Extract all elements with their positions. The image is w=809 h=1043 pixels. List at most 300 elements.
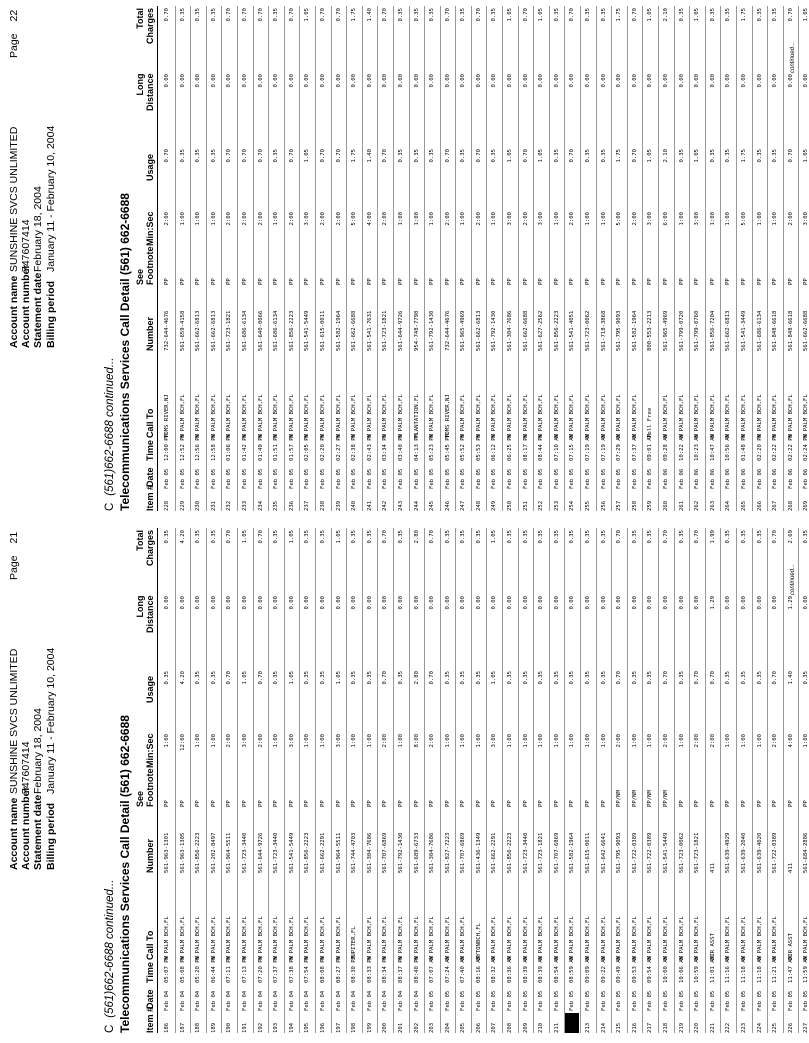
total-charge: 0.35: [273, 530, 280, 544]
item-number: 227: [803, 1022, 809, 1033]
call-to: W PALM BCH,FL: [241, 916, 248, 960]
table-header: [133, 6, 158, 511]
long-distance-charge: 1.29: [787, 596, 794, 610]
called-number: 561-965-4969: [460, 310, 467, 351]
call-time: 10:47 AM: [709, 434, 716, 461]
called-number: 561-856-2223: [195, 832, 202, 873]
call-to: W PALM BCH,FL: [491, 394, 498, 438]
call-time: 08:30 PM: [351, 956, 358, 983]
call-time: 11:47 AM: [787, 956, 794, 983]
call-date: Feb 05: [772, 990, 779, 1011]
usage-charge: 2.10: [663, 149, 669, 163]
item-number: 217: [647, 1022, 654, 1033]
long-distance-charge: 0.00: [585, 596, 592, 610]
total-charge: 1.05: [335, 530, 342, 544]
call-time: 07:13 PM: [241, 956, 248, 983]
call-time: 08:08 PM: [319, 956, 326, 983]
duration: 3:00: [507, 212, 514, 226]
call-date: Feb 04: [195, 990, 202, 1011]
call-time: 08:16 AM: [475, 956, 482, 983]
total-charge: 0.35: [772, 8, 779, 22]
call-to: W PALM BCH,FL: [740, 394, 747, 438]
long-distance-charge: 0.00: [585, 74, 592, 88]
call-date: Feb 06: [663, 468, 669, 489]
duration: 1:00: [397, 734, 404, 748]
long-distance-charge: 0.00: [600, 596, 607, 610]
total-charge: 0.35: [304, 530, 311, 544]
long-distance-charge: 0.00: [756, 596, 763, 610]
call-date: Feb 05: [663, 990, 669, 1011]
long-distance-charge: 0.00: [694, 596, 701, 610]
footnote: PP: [569, 278, 576, 285]
call-time: 08:36 AM: [507, 956, 514, 983]
long-distance-charge: 0.00: [304, 74, 311, 88]
total-charge: 0.35: [460, 530, 467, 544]
footnote: PP: [366, 278, 373, 285]
call-date: Feb 05: [585, 468, 592, 489]
call-date: Feb 04: [366, 990, 373, 1011]
long-label: Long: [135, 73, 145, 96]
call-time: 01:51 PM: [273, 434, 280, 461]
total-charge: 0.35: [553, 530, 560, 544]
call-time: 02:20 PM: [319, 434, 326, 461]
duration: 4:00: [787, 734, 794, 748]
call-time: 08:54 AM: [553, 956, 560, 983]
called-number: 561-662-6688: [522, 310, 529, 351]
total-charge: 1.05: [694, 8, 701, 22]
call-to: W PALM BCH,FL: [241, 394, 248, 438]
call-date: Feb 05: [585, 990, 592, 1011]
usage-charge: 0.35: [507, 671, 514, 685]
long-distance-charge: 0.00: [647, 596, 654, 610]
call-to: W PALM BCH,FL: [226, 394, 233, 438]
called-number: 561-964-5511: [335, 832, 342, 873]
usage-charge: 0.70: [226, 149, 233, 163]
call-date: Feb 05: [210, 468, 217, 489]
call-to: W PALM BCH,FL: [616, 916, 623, 960]
duration: 5:00: [740, 212, 747, 226]
footnote: PP: [803, 800, 809, 807]
footnote: PP: [475, 278, 482, 285]
called-number: 561-662-6813: [725, 310, 732, 351]
call-time: 07:37 PM: [273, 956, 280, 983]
call-time: 09:01 AM: [647, 434, 654, 461]
table-row: [597, 6, 613, 511]
called-number: 561-582-1964: [631, 310, 638, 351]
total-charge: 0.35: [647, 530, 654, 544]
duration: 1:00: [195, 734, 202, 748]
duration: 2:00: [569, 212, 576, 226]
duration: 2:00: [444, 212, 451, 226]
page-title: Telecommunications Services Call Detail (561) 662-6688: [118, 193, 132, 511]
call-time: 08:34 PM: [382, 956, 389, 983]
long-distance-charge: 0.00: [647, 74, 654, 88]
section-letter: C: [104, 502, 116, 511]
call-to: W PALM BCH,FL: [631, 394, 638, 438]
duration: 1:00: [569, 734, 576, 748]
duration: 5:00: [351, 212, 358, 226]
long-distance-charge: 0.00: [491, 74, 498, 88]
total-charge: 2.10: [663, 8, 669, 22]
footnote: PP: [273, 278, 280, 285]
call-to: W PALM BCH,FL: [663, 916, 669, 960]
usage-charge: 0.35: [195, 149, 202, 163]
call-time: 01:49 PM: [257, 434, 264, 461]
total-charge: 0.70: [616, 530, 623, 544]
duration: 2:00: [288, 212, 295, 226]
call-time: 05:08 PM: [179, 956, 186, 983]
usage-charge: 0.70: [382, 149, 389, 163]
called-number: 561-582-1964: [335, 310, 342, 351]
call-to: W PALM BCH,FL: [304, 916, 311, 960]
item-number: 210: [538, 1022, 545, 1033]
item-number: 261: [678, 500, 685, 511]
call-time: 05:52 PM: [460, 434, 467, 461]
usage-charge: 1.75: [616, 149, 623, 163]
footnote: PP/NM: [663, 790, 669, 807]
call-date: Feb 05: [803, 990, 809, 1011]
item-number: 225: [772, 1022, 779, 1033]
billing-period: January 11 - February 10, 2004: [44, 125, 57, 272]
billing-period: January 11 - February 10, 2004: [44, 647, 57, 794]
footnote: PP: [319, 278, 326, 285]
call-time: 01:48 PM: [740, 434, 747, 461]
call-to: W PALM BCH,FL: [210, 916, 217, 960]
call-to: W PALM BCH,FL: [444, 916, 451, 960]
call-to: W PALM BCH,FL: [569, 916, 576, 960]
usage-charge: 0.35: [304, 671, 311, 685]
total-charge: 0.70: [522, 8, 529, 22]
item-number: 214: [600, 1022, 607, 1033]
call-to: W PALM BCH,FL: [663, 394, 669, 438]
called-number: 561-856-2223: [553, 310, 560, 351]
total-charge: 0.35: [366, 530, 373, 544]
item-number: 240: [351, 500, 358, 511]
total-charge: 0.35: [429, 8, 436, 22]
duration: 1:00: [631, 734, 638, 748]
item-number: 266: [756, 500, 763, 511]
call-date: Feb 05: [538, 990, 545, 1011]
call-date: Feb 05: [553, 468, 560, 489]
duration: 1:00: [444, 734, 451, 748]
item-number: 231: [210, 500, 217, 511]
footnote: PP: [725, 800, 732, 807]
called-number: 561-662-2291: [491, 832, 498, 873]
total-charge: 1.05: [507, 8, 514, 22]
called-number: 561-963-1305: [179, 832, 186, 873]
call-date: Feb 05: [709, 990, 716, 1011]
long-distance-charge: 0.00: [663, 596, 669, 610]
duration: 8:00: [413, 734, 420, 748]
long-distance-charge: 0.00: [319, 74, 326, 88]
call-to: W PALM BCH,FL: [631, 916, 638, 960]
call-to: W PALM BCH,FL: [288, 394, 295, 438]
column-header-long-distance: [135, 595, 155, 633]
table-row: [799, 6, 809, 511]
item-number: 253: [553, 500, 560, 511]
usage-charge: 0.70: [164, 149, 170, 163]
section-heading: [104, 880, 116, 1033]
long-distance-charge: 0.00: [460, 74, 467, 88]
call-date: Feb 05: [179, 468, 186, 489]
item-number: 269: [803, 500, 809, 511]
call-date: Feb 05: [756, 990, 763, 1011]
total-charge: 0.35: [179, 8, 186, 22]
column-header-total-charges: [135, 530, 155, 566]
footnote: PP: [210, 278, 217, 285]
footnote: PP: [195, 800, 202, 807]
call-time: 07:07 AM: [429, 956, 436, 983]
footnote: PP: [288, 278, 295, 285]
called-number: 561-304-7686: [429, 832, 436, 873]
account-info: [8, 610, 57, 870]
account-number: 747607414: [20, 219, 33, 272]
duration: 3:00: [647, 212, 654, 226]
call-date: Feb 04: [273, 990, 280, 1011]
call-date: Feb 05: [444, 468, 451, 489]
total-charge: 0.35: [585, 530, 592, 544]
call-time: 01:06 PM: [226, 434, 233, 461]
footnote: PP: [678, 800, 685, 807]
usage-charge: 0.35: [631, 671, 638, 685]
long-distance-charge: 0.00: [241, 74, 248, 88]
long-distance-charge: 0.00: [709, 74, 716, 88]
long-distance-charge: 0.00: [631, 596, 638, 610]
total-charge: 0.35: [397, 530, 404, 544]
call-time: 08:27 PM: [335, 956, 342, 983]
call-to: BYTONBCH,FL: [475, 922, 482, 960]
duration: 2:00: [663, 734, 669, 748]
long-distance-charge: 0.00: [273, 74, 280, 88]
usage-charge: 0.35: [179, 149, 186, 163]
called-number: 561-722-0389: [772, 832, 779, 873]
long-distance-charge: 0.00: [413, 74, 420, 88]
long-distance-charge: 0.00: [616, 596, 623, 610]
duration: 1:00: [366, 734, 373, 748]
call-to: JUPITER,FL: [351, 926, 358, 960]
charges-label: Charges: [145, 529, 155, 566]
item-number: 197: [335, 1022, 342, 1033]
section-letter: C: [104, 1024, 116, 1033]
footnote: PP: [725, 278, 732, 285]
call-date: Feb 05: [787, 990, 794, 1011]
call-date: Feb 06: [725, 468, 732, 489]
statement-date-label: Statement date: [32, 272, 45, 348]
total-charge: 0.35: [678, 530, 685, 544]
call-date: Feb 04: [288, 990, 295, 1011]
call-to: W PALM BCH,FL: [678, 916, 685, 960]
call-to: W PALM BCH,FL: [725, 916, 732, 960]
duration: 3:00: [335, 734, 342, 748]
duration: 1:00: [460, 212, 467, 226]
called-number: 561-723-3440: [522, 832, 529, 873]
called-number: 561-856-2223: [507, 832, 514, 873]
item-number: 244: [413, 500, 420, 511]
long-distance-charge: 0.00: [210, 74, 217, 88]
usage-charge: 0.35: [647, 671, 654, 685]
table-row: [441, 6, 457, 511]
footnote: PP: [257, 800, 264, 807]
call-date: Feb 05: [444, 990, 451, 1011]
usage-charge: 0.35: [273, 671, 280, 685]
footnote: PP: [772, 800, 779, 807]
call-time: 02:43 PM: [366, 434, 373, 461]
call-time: 05:23 PM: [429, 434, 436, 461]
usage-charge: 0.35: [740, 671, 747, 685]
billing-period-label: Billing period: [44, 280, 57, 348]
duration: 2:00: [475, 212, 482, 226]
duration: 1:00: [803, 734, 809, 748]
footnote: PP: [709, 800, 716, 807]
total-charge: 0.70: [787, 8, 794, 22]
call-to: W PALM BCH,FL: [740, 916, 747, 960]
usage-charge: 0.35: [460, 671, 467, 685]
total-charge: 0.70: [226, 530, 233, 544]
item-number: 215: [616, 1022, 623, 1033]
table-row: [721, 6, 737, 511]
long-distance-charge: 0.00: [787, 74, 794, 88]
called-number: 411: [709, 862, 716, 873]
call-time: 10:22 AM: [678, 434, 685, 461]
footnote: PP: [179, 278, 186, 285]
called-number: 561-541-5449: [304, 310, 311, 351]
footnote: PP: [241, 278, 248, 285]
call-time: 06:44 PM: [210, 956, 217, 983]
table-row: [160, 6, 176, 511]
call-to: W PALM BCH,FL: [756, 394, 763, 438]
total-charge: 0.35: [725, 530, 732, 544]
call-to: W PALM BCH,FL: [569, 394, 576, 438]
long-distance-charge: 0.00: [288, 74, 295, 88]
footnote: PP: [553, 278, 560, 285]
call-time: 07:19 AM: [585, 434, 592, 461]
call-to: W PALM BCH,FL: [507, 394, 514, 438]
duration: 2:00: [382, 734, 389, 748]
usage-charge: 0.35: [273, 149, 280, 163]
page-title: Telecommunications Services Call Detail (561) 662-6688: [118, 715, 132, 1033]
total-charge: 0.35: [397, 8, 404, 22]
long-distance-charge: 0.00: [803, 596, 809, 610]
column-header-time: Time: [145, 440, 155, 461]
called-number: 732-644-4676: [444, 310, 451, 351]
long-distance-charge: 0.00: [226, 74, 233, 88]
total-charge: 0.70: [164, 8, 170, 22]
item-number: 188: [195, 1022, 202, 1033]
call-time: 03:40 PM: [397, 434, 404, 461]
table-row: [191, 528, 207, 1033]
called-number: 561-707-6869: [460, 832, 467, 873]
call-to: W PALM BCH,FL: [257, 916, 264, 960]
footnote: PP/NM: [647, 790, 654, 807]
call-to: W PALM BCH,FL: [475, 394, 482, 438]
call-to: TOMS RIVER,NJ: [164, 394, 170, 438]
call-date: Feb 04: [335, 990, 342, 1011]
call-to: PLANTATION,FL: [413, 394, 420, 438]
call-date: Feb 05: [491, 468, 498, 489]
total-charge: 0.35: [351, 530, 358, 544]
call-date: Feb 05: [678, 990, 685, 1011]
call-date: Feb 04: [210, 990, 217, 1011]
called-number: 561-799-0760: [694, 310, 701, 351]
call-date: Feb 04: [304, 990, 311, 1011]
usage-charge: 1.75: [351, 149, 358, 163]
column-header-call-to: Call To: [145, 930, 155, 960]
total-charge: 0.70: [382, 530, 389, 544]
usage-charge: 4.20: [179, 671, 186, 685]
item-number: 189: [210, 1022, 217, 1033]
page-label: Page: [8, 33, 20, 58]
item-number: 218: [663, 1022, 669, 1033]
usage-charge: 0.70: [288, 149, 295, 163]
call-time: 09:22 AM: [600, 956, 607, 983]
usage-charge: 0.35: [756, 149, 763, 163]
called-number: 561-848-6618: [772, 310, 779, 351]
item-number: 238: [319, 500, 326, 511]
footnote: PP: [319, 800, 326, 807]
duration: 1:00: [522, 734, 529, 748]
long-distance-charge: 0.00: [179, 596, 186, 610]
usage-charge: 1.40: [366, 149, 373, 163]
call-date: Feb 06: [756, 468, 763, 489]
call-to: W PALM BCH,FL: [397, 394, 404, 438]
table-row: [643, 528, 659, 1033]
call-to: W PALM BCH,FL: [382, 916, 389, 960]
call-date: Feb 05: [553, 990, 560, 1011]
item-number: 206: [475, 1022, 482, 1033]
call-time: 02:38 PM: [351, 434, 358, 461]
total-charge: 0.35: [444, 530, 451, 544]
call-to: W PALM BCH,FL: [553, 394, 560, 438]
item-number: 250: [507, 500, 514, 511]
call-date: Feb 05: [600, 990, 607, 1011]
item-number: 229: [179, 500, 186, 511]
total-charge: 1.99: [709, 530, 716, 544]
table-row: [799, 528, 809, 1033]
continued-note: continued...: [790, 41, 796, 73]
long-distance-charge: 0.00: [772, 74, 779, 88]
item-number: 203: [429, 1022, 436, 1033]
item-number: 255: [585, 500, 592, 511]
call-date: Feb 06: [694, 468, 701, 489]
item-number: 260: [663, 500, 669, 511]
footnote: PP: [288, 800, 295, 807]
long-distance-charge: 0.00: [475, 74, 482, 88]
duration: 1:00: [304, 734, 311, 748]
item-number: 192: [257, 1022, 264, 1033]
item-number: 201: [397, 1022, 404, 1033]
usage-charge: 0.35: [210, 671, 217, 685]
call-date: Feb 05: [241, 468, 248, 489]
footnote: PP: [600, 278, 607, 285]
table-row: [628, 528, 644, 1033]
call-date: Feb 05: [647, 990, 654, 1011]
long-distance-charge: 0.00: [756, 74, 763, 88]
usage-charge: 0.35: [491, 149, 498, 163]
total-charge: 0.35: [475, 530, 482, 544]
duration: 1:00: [538, 734, 545, 748]
call-time: 12:58 PM: [210, 434, 217, 461]
called-number: 561-964-5511: [226, 832, 233, 873]
total-charge: 4.20: [179, 530, 186, 544]
table-row: [332, 528, 348, 1033]
account-number-label: Account number: [20, 264, 33, 348]
duration: 3:00: [491, 734, 498, 748]
table-row: [768, 6, 784, 511]
call-to: W PALM BCH,FL: [179, 394, 186, 438]
footnote: PP: [507, 278, 514, 285]
called-number: 561-848-6618: [787, 310, 794, 351]
usage-charge: 0.70: [522, 149, 529, 163]
